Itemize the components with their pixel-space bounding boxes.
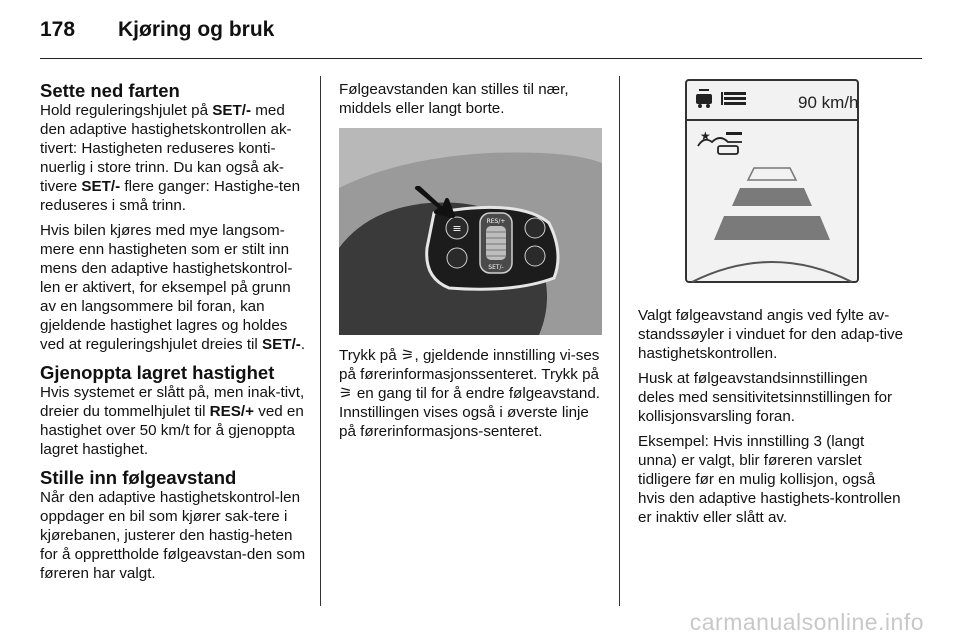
- section-title: Kjøring og bruk: [118, 18, 275, 41]
- set-minus-label: SET/-: [488, 264, 504, 271]
- column-divider-1: [320, 76, 321, 606]
- heading-resume-speed: Gjenoppta lagret hastighet: [40, 362, 275, 383]
- paragraph-shared-setting: Husk at følgeavstandsinnstillingen deles med sensitivitetsinnstillingen for kollisjonsvarsling foran.: [638, 370, 893, 425]
- distance-bar-3: [714, 216, 830, 240]
- heading-slow-down: Sette ned farten: [40, 80, 180, 101]
- paragraph-press-button: Trykk på ⚞, gjeldende innstilling vi-ses på førerinformasjonssenteret. Trykk på ⚞ en gang til for å endre følgeavstand. Innstillingen vises også i øverste linje på førerinformasjons-senteret.: [339, 347, 601, 440]
- cruise-button: [447, 248, 467, 268]
- following-distance-button-icon: ≡: [452, 222, 462, 235]
- page-number: 178: [40, 18, 76, 41]
- paragraph-selected-distance: Valgt følgeavstand angis ved fylte av-standssøyler i vinduet for den adap-tive hastighetskontrollen.: [638, 307, 904, 362]
- header-rule: [40, 58, 922, 59]
- following-distance-icon: ⚞: [400, 347, 415, 364]
- driver-info-display-illustration: [638, 76, 900, 288]
- svg-text:★: ★: [700, 129, 711, 143]
- display-speed: 90 km/h: [798, 93, 859, 112]
- page-header: [40, 18, 274, 42]
- column-2-lower: [339, 346, 605, 447]
- column-1: [40, 80, 308, 589]
- distance-bar-2: [732, 188, 812, 206]
- paragraph-distance-options: Følgeavstanden kan stilles til nær, middels eller langt borte.: [339, 81, 569, 117]
- column-divider-2: [619, 76, 620, 606]
- lane-button: [525, 218, 545, 238]
- distance-bars-icon: [721, 92, 746, 105]
- following-distance-icon: ⚞: [339, 385, 353, 402]
- cancel-button: [525, 246, 545, 266]
- heading-following-distance: Stille inn følgeavstand: [40, 467, 237, 488]
- watermark: carmanualsonline.info: [689, 609, 924, 635]
- paragraph-resume-speed: Hvis systemet er slått på, men inak-tivt, dreier du tommelhjulet til RES/+ ved en hastighet over 50 km/t for å gjenoppta lagret hastighet.: [40, 384, 305, 458]
- paragraph-slow-down: Hold reguleringshjulet på SET/- med den adaptive hastighetskontrollen ak-tivert: Hastigheten reduseres konti-nuerlig i store trinn. Du kan også ak-tivere SET/- flere ganger: Hastighe-ten reduseres i små trinn.: [40, 102, 301, 214]
- column-2: [339, 80, 605, 124]
- paragraph-example: Eksempel: Hvis innstilling 3 (langt unna) er valgt, blir føreren varslet tidligere før en mulig kollisjon, også hvis den adaptive hastighets-kontrollen er inaktiv eller slått av.: [638, 433, 901, 526]
- paragraph-store-speed: Hvis bilen kjøres med mye langsom-mere enn hastigheten som er stilt inn mens den adaptive hastighetskontrol-len er aktivert, for eksempel på grunn av en langsommere bil foran, kan gjeldende hastighet lagres og holdes ved at reguleringshjulet dreies til SET/-.: [40, 222, 306, 353]
- res-plus-label: RES/+: [486, 218, 506, 225]
- steering-wheel-illustration: [339, 128, 602, 335]
- column-3: [638, 306, 906, 533]
- thumb-wheel: [486, 226, 506, 260]
- paragraph-following-distance: Når den adaptive hastighetskontrol-len oppdager en bil som kjører sak-tere i kjørebanen, justerer den hastig-heten for å opprettholde følgeavstan-den som føreren har valgt.: [40, 489, 306, 582]
